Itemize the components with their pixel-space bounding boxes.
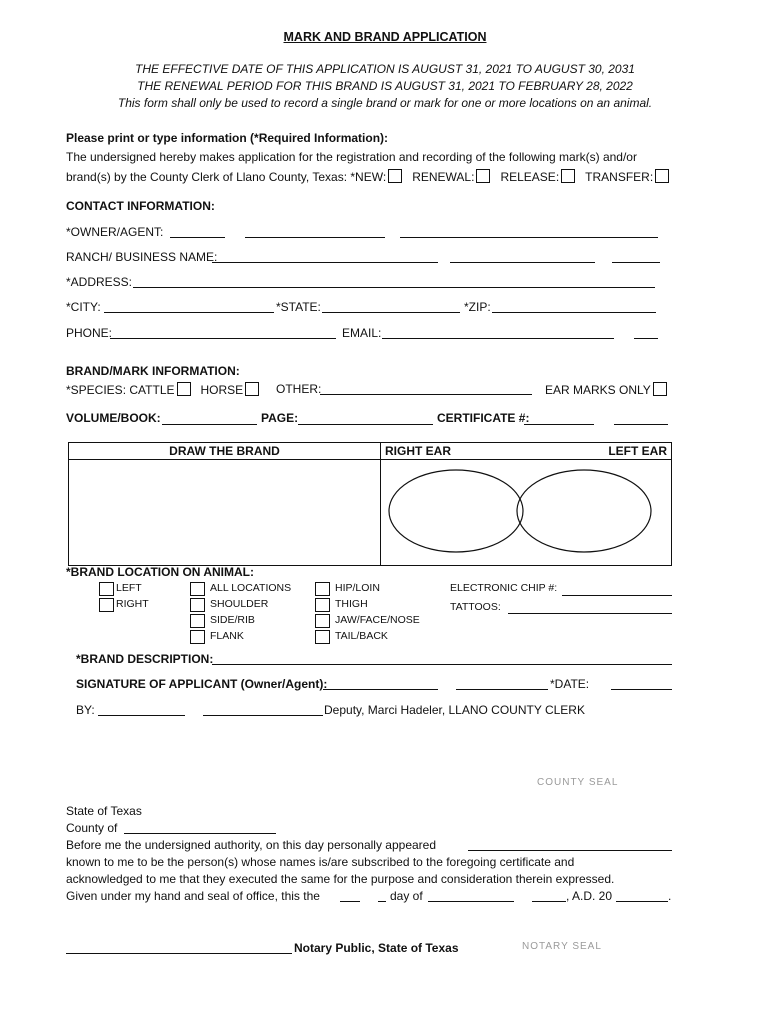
transfer-label: TRANSFER: [585, 170, 654, 184]
chip-field[interactable] [562, 595, 672, 596]
by-field[interactable] [98, 715, 185, 716]
intro-line-1: The undersigned hereby makes application for the registration and recording of the following mark(s) and/or [66, 150, 637, 164]
draw-brand-area[interactable] [71, 461, 377, 563]
date-label: *DATE: [550, 677, 590, 691]
ranch-field-3[interactable] [612, 262, 660, 263]
brand-drawing-table [68, 442, 672, 566]
tattoos-field[interactable] [508, 613, 672, 614]
other-field[interactable] [320, 394, 532, 395]
tattoos-label: TATTOOS: [450, 601, 501, 613]
brand-location-heading: *BRAND LOCATION ON ANIMAL: [66, 565, 254, 579]
given-day-field[interactable] [340, 901, 360, 902]
renewal-period-note: THE RENEWAL PERIOD FOR THIS BRAND IS AUGUST 31, 2021 TO FEBRUARY 28, 2022 [137, 79, 633, 93]
cattle-label: CATTLE [129, 383, 175, 397]
new-checkbox[interactable] [388, 169, 402, 183]
brand-info-heading: BRAND/MARK INFORMATION: [66, 364, 240, 378]
new-label: *NEW: [350, 170, 387, 184]
shoulder-checkbox[interactable] [190, 598, 205, 612]
month-field[interactable] [428, 901, 514, 902]
renewal-checkbox[interactable] [476, 169, 490, 183]
renewal-label: RENEWAL: [412, 170, 475, 184]
tail-back-label: TAIL/BACK [335, 630, 388, 642]
volume-label: VOLUME/BOOK: [66, 411, 161, 425]
ranch-field-2[interactable] [450, 262, 595, 263]
species-row [66, 382, 259, 397]
applicant-signature-field-2[interactable] [456, 689, 548, 690]
month-field-2[interactable] [532, 901, 566, 902]
hip-loin-label: HIP/LOIN [335, 582, 380, 594]
chip-label: ELECTRONIC CHIP #: [450, 582, 558, 594]
state-label: *STATE: [276, 300, 321, 314]
year-field[interactable] [616, 901, 668, 902]
tail-back-checkbox[interactable] [315, 630, 330, 644]
side-rib-checkbox[interactable] [190, 614, 205, 628]
email-field-2[interactable] [634, 338, 658, 339]
deputy-clerk-label: Deputy, Marci Hadeler, LLANO COUNTY CLERK [324, 703, 585, 717]
notary-public-label: Notary Public, State of Texas [294, 941, 459, 955]
location-left-label: LEFT [116, 582, 142, 594]
all-locations-label: ALL LOCATIONS [210, 582, 292, 594]
ear-marks-label: EAR MARKS ONLY [545, 383, 651, 397]
brand-description-label: *BRAND DESCRIPTION: [76, 652, 214, 666]
day-of-label: day of [390, 889, 423, 903]
phone-label: PHONE: [66, 326, 113, 340]
notary-signature-field[interactable] [66, 953, 292, 954]
release-label: RELEASE: [500, 170, 560, 184]
state-field[interactable] [322, 312, 460, 313]
cattle-checkbox[interactable] [177, 382, 191, 396]
date-field[interactable] [611, 689, 672, 690]
brand-description-field[interactable] [212, 664, 672, 665]
notary-county-field[interactable] [124, 833, 276, 834]
given-day-field-2[interactable] [378, 901, 386, 902]
flank-label: FLANK [210, 630, 244, 642]
ear-diagram[interactable] [381, 460, 671, 564]
certificate-field[interactable] [524, 424, 594, 425]
species-label: *SPECIES: [66, 383, 127, 397]
draw-brand-header: DRAW THE BRAND [169, 444, 280, 458]
notary-seal-placeholder: NOTARY SEAL [522, 941, 602, 952]
left-checkbox[interactable] [99, 582, 114, 596]
owner-field-3[interactable] [400, 237, 658, 238]
certificate-label: CERTIFICATE #: [437, 411, 530, 425]
applicant-signature-label: SIGNATURE OF APPLICANT (Owner/Agent): [76, 677, 328, 691]
applicant-signature-field[interactable] [323, 689, 438, 690]
address-label: *ADDRESS: [66, 275, 133, 289]
contact-heading: CONTACT INFORMATION: [66, 199, 215, 213]
side-rib-label: SIDE/RIB [210, 614, 255, 626]
given-label: Given under my hand and seal of office, this the [66, 889, 320, 903]
address-field[interactable] [133, 287, 655, 288]
owner-field-2[interactable] [245, 237, 385, 238]
jaw-face-nose-checkbox[interactable] [315, 614, 330, 628]
deputy-signature-field[interactable] [203, 715, 323, 716]
intro-line-2: brand(s) by the County Clerk of Llano County, Texas: [66, 170, 348, 184]
shoulder-label: SHOULDER [210, 598, 269, 610]
right-checkbox[interactable] [99, 598, 114, 612]
owner-field[interactable] [170, 237, 225, 238]
flank-checkbox[interactable] [190, 630, 205, 644]
appeared-name-field[interactable] [468, 850, 672, 851]
thigh-checkbox[interactable] [315, 598, 330, 612]
effective-date-note: THE EFFECTIVE DATE OF THIS APPLICATION IS AUGUST 31, 2021 TO AUGUST 30, 2031 [135, 62, 635, 76]
by-label: BY: [76, 703, 95, 717]
print-instruction: Please print or type information (*Required Information): [66, 131, 389, 145]
notary-state: State of Texas [66, 804, 142, 818]
ear-marks-row [545, 382, 667, 397]
email-field[interactable] [382, 338, 614, 339]
ad-year-label: , A.D. 20 [566, 889, 613, 903]
email-label: EMAIL: [342, 326, 382, 340]
ranch-field[interactable] [212, 262, 438, 263]
horse-checkbox[interactable] [245, 382, 259, 396]
left-ear-header: LEFT EAR [608, 444, 667, 458]
owner-label: *OWNER/AGENT: [66, 225, 164, 239]
transfer-checkbox[interactable] [655, 169, 669, 183]
phone-field[interactable] [110, 338, 336, 339]
release-checkbox[interactable] [561, 169, 575, 183]
county-seal-placeholder: COUNTY SEAL [537, 777, 619, 788]
left-ear-oval[interactable] [517, 470, 651, 552]
notary-line-3: acknowledged to me that they executed the same for the purpose and consideration therein expressed. [66, 872, 615, 886]
usage-note: This form shall only be used to record a single brand or mark for one or more locations on an animal. [117, 96, 653, 110]
notary-line-2: known to me to be the person(s) whose names is/are subscribed to the foregoing certificate and [66, 855, 575, 869]
jaw-face-nose-label: JAW/FACE/NOSE [335, 614, 420, 626]
city-label: *CITY: [66, 300, 101, 314]
ear-marks-checkbox[interactable] [653, 382, 667, 396]
application-type-row [66, 169, 669, 184]
location-right-label: RIGHT [116, 598, 149, 610]
horse-label: HORSE [200, 383, 244, 397]
thigh-label: THIGH [335, 598, 368, 610]
certificate-field-2[interactable] [614, 424, 668, 425]
zip-label: *ZIP: [464, 300, 491, 314]
notary-county-label: County of [66, 821, 118, 835]
other-label: OTHER: [276, 382, 322, 396]
right-ear-header: RIGHT EAR [385, 444, 451, 458]
ranch-label: RANCH/ BUSINESS NAME: [66, 250, 218, 264]
page-title: MARK AND BRAND APPLICATION [283, 30, 487, 44]
hip-loin-checkbox[interactable] [315, 582, 330, 596]
page-label: PAGE: [261, 411, 299, 425]
zip-field[interactable] [492, 312, 656, 313]
all-locations-checkbox[interactable] [190, 582, 205, 596]
right-ear-oval[interactable] [389, 470, 523, 552]
city-field[interactable] [104, 312, 274, 313]
given-period: . [668, 889, 672, 903]
page-field[interactable] [298, 424, 433, 425]
volume-field[interactable] [162, 424, 257, 425]
notary-line-1: Before me the undersigned authority, on this day personally appeared [66, 838, 437, 852]
